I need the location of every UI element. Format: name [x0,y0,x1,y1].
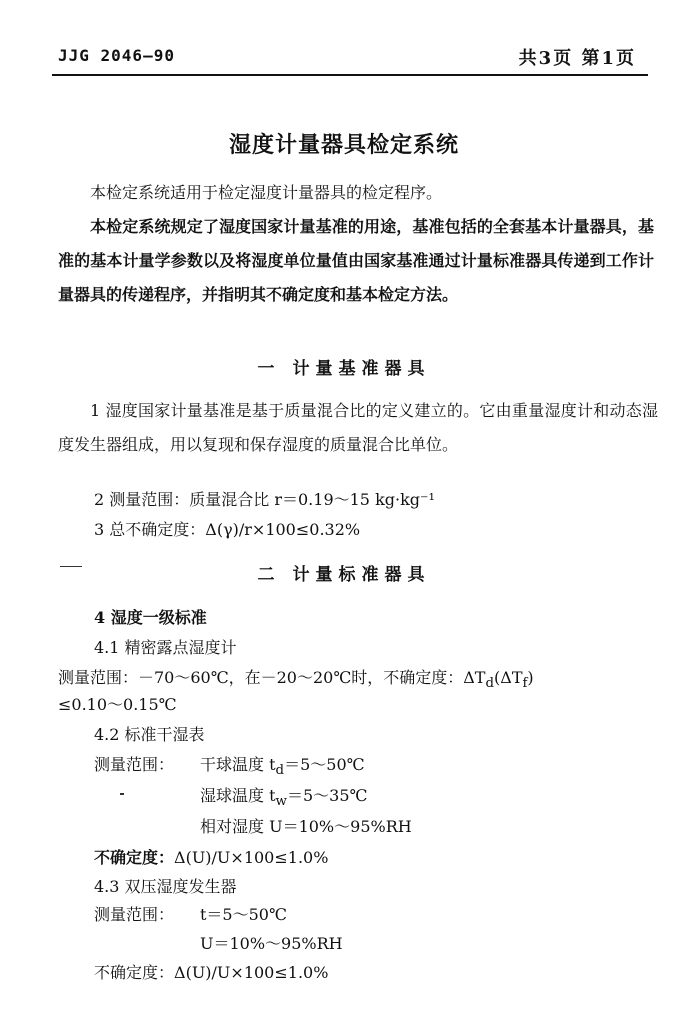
intro-paragraph-2: 本检定系统规定了湿度国家计量基准的用途，基准包括的全套基本计量器具，基准的基本计量学参数以及将湿度单位量值由国家基准通过计量标准器具传递到工作计量器具的传递程序，并指明其不确定度和基本检定方法。 [58,217,654,304]
clause-4-3-humidity: U＝10%～95%RH [200,934,343,953]
clause-4-3-temperature: t＝5～50℃ [200,905,287,924]
clause-2: 2 测量范围：质量混合比 r＝0.19～15 kg·kg⁻¹ [94,490,435,509]
clause-4-3-uncertainty [94,958,328,988]
standard-code: JJG 2046—90 [58,46,175,65]
dry-bulb-value: ＝5～50℃ [284,755,365,774]
clause-4-2-range-label: 测量范围： [94,755,175,774]
dry-bulb-label: 干球温度 t [200,755,276,774]
wet-bulb-sub: w [275,794,287,810]
document-title: 湿度计量器具检定系统 [228,132,459,158]
clause-4-2-title: 4.2 标准干湿表 [94,725,205,744]
dry-bulb-sub: d [275,763,285,779]
clause-4-2-relative-humidity: 相对湿度 U＝10%～95%RH [200,817,412,836]
clause-4-1-range-tail: (ΔT [494,668,523,687]
wet-bulb-value: ＝5～35℃ [286,786,368,805]
clause-4-1-uncertainty: ≤0.10～0.15℃ [58,695,177,714]
clause-4-1-sub-d: d [485,676,495,692]
scan-mark-2 [120,793,124,795]
wet-bulb-label: 湿球温度 t [200,786,276,805]
clause-4-2-uncertainty [94,843,328,873]
clause-4-3-title: 4.3 双压湿度发生器 [94,877,237,896]
clause-4-3-unc-value: Δ(U)/U×100≤1.0% [174,963,329,982]
clause-4-1-range-text: 测量范围：－70～60℃，在－20～20℃时，不确定度：ΔT [58,668,486,687]
clause-4: 4 湿度一级标准 [94,608,207,627]
section-heading-2: 二 计量标准器具 [257,565,431,585]
clause-4-1-sub-f: f [522,676,528,692]
clause-4-2-unc-value: Δ(U)/U×100≤1.0% [174,848,329,867]
header-rule [52,74,648,76]
clause-4-2-unc-label: 不确定度： [94,848,175,867]
clause-4-3-unc-label: 不确定度： [94,963,175,982]
section-heading-1: 一 计量基准器具 [257,359,431,379]
clause-4-1-range-end: ) [527,668,534,687]
clause-4-3-range-label: 测量范围： [94,905,175,924]
clause-3: 3 总不确定度：Δ(γ)/r×100≤0.32% [94,520,361,539]
clause-4-1-title: 4.1 精密露点湿度计 [94,638,237,657]
page-count: 共3页 第1页 [518,48,636,69]
intro-paragraph-1: 本检定系统适用于检定湿度计量器具的检定程序。 [90,183,443,202]
clause-1: 1 湿度国家计量基准是基于质量混合比的定义建立的。它由重量湿度计和动态湿度发生器组成，用以复现和保存湿度的质量混合比单位。 [58,401,658,454]
